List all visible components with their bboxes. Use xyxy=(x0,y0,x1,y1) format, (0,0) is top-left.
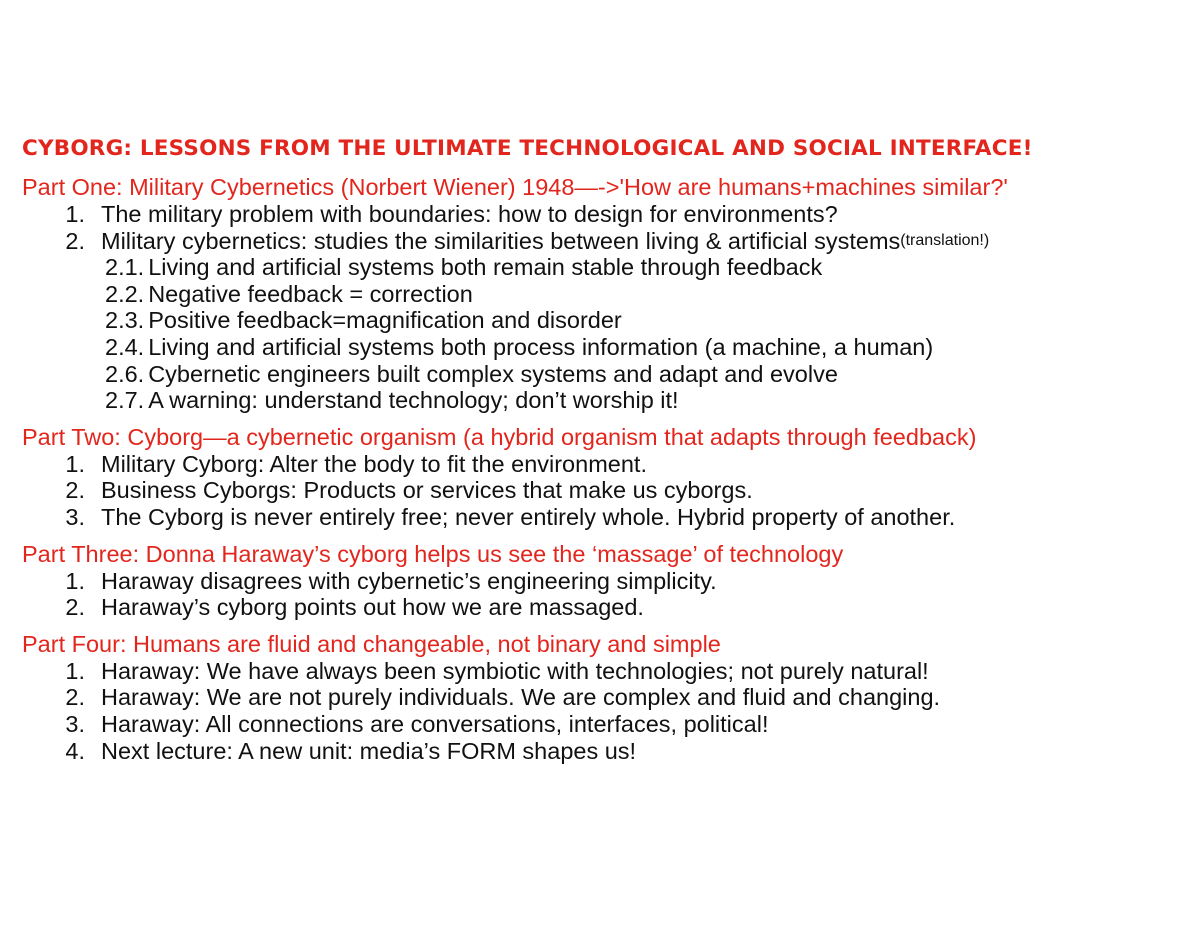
sub-list-item xyxy=(22,281,1192,308)
list-item xyxy=(22,451,1192,478)
sub-list-item xyxy=(22,334,1192,361)
part-section xyxy=(22,173,1192,414)
list-item-number: 3. xyxy=(65,503,85,530)
part-section xyxy=(22,630,1192,764)
part-heading: Part Two: Cyborg—a cybernetic organism (a hybrid organism that adapts through feedback) xyxy=(22,423,977,450)
list-item-number: 1. xyxy=(65,567,85,594)
part-section xyxy=(22,423,1192,531)
sub-list-item xyxy=(22,254,1192,281)
slide-title: CYBORG: LESSONS FROM THE ULTIMATE TECHNOLOGICAL AND SOCIAL INTERFACE! xyxy=(22,136,1033,161)
part-heading: Part One: Military Cybernetics (Norbert Wiener) 1948—->'How are humans+machines similar?' xyxy=(22,174,1008,200)
list-item-text: Positive feedback=magnification and disorder xyxy=(148,307,622,334)
list-item-number: 2.1. xyxy=(105,254,145,281)
list-item xyxy=(22,711,1192,738)
list-item xyxy=(22,477,1192,504)
list-item-text: Haraway’s cyborg points out how we are massaged. xyxy=(101,594,644,621)
slide-content xyxy=(22,136,1192,773)
list-item-number: 2.3. xyxy=(105,307,145,334)
sub-list-item xyxy=(22,387,1192,414)
list-item xyxy=(22,568,1192,595)
list-item xyxy=(22,228,1192,255)
list-item-text: A warning: understand technology; don’t worship it! xyxy=(148,387,679,414)
list-item-number: 2.7. xyxy=(105,387,145,414)
list-item-text: Negative feedback = correction xyxy=(148,280,473,307)
part-heading: Part Three: Donna Haraway’s cyborg helps us see the ‘massage’ of technology xyxy=(22,540,844,567)
list-item-text: Haraway: All connections are conversations, interfaces, political! xyxy=(101,710,769,737)
list-item-number: 2.2. xyxy=(105,280,145,307)
list-item-text: Military cybernetics: studies the similarities between living & artificial systems xyxy=(101,227,901,254)
list-item-number: 1. xyxy=(65,201,85,227)
list-item-number: 3. xyxy=(65,710,85,737)
list-item xyxy=(22,684,1192,711)
list-item-text: Living and artificial systems both remain stable through feedback xyxy=(148,254,823,281)
list-item-text: Military Cyborg: Alter the body to fit the environment. xyxy=(101,450,647,477)
list-item xyxy=(22,201,1192,228)
list-item xyxy=(22,738,1192,765)
list-item-number: 2. xyxy=(65,684,85,711)
list-item-text: Living and artificial systems both process information (a machine, a human) xyxy=(148,333,934,360)
list-item xyxy=(22,658,1192,685)
list-item-number: 4. xyxy=(65,737,85,764)
list-item-number: 2. xyxy=(65,227,85,254)
list-item-text: Haraway disagrees with cybernetic’s engineering simplicity. xyxy=(101,567,717,594)
list-item-text: Haraway: We have always been symbiotic with technologies; not purely natural! xyxy=(101,657,929,684)
list-item-number: 2.6. xyxy=(105,360,145,387)
sub-list-item xyxy=(22,361,1192,388)
list-item-text: Haraway: We are not purely individuals. We are complex and fluid and changing. xyxy=(101,684,941,711)
list-item-note: (translation!) xyxy=(900,231,990,249)
list-item-text: The military problem with boundaries: how to design for environments? xyxy=(101,201,838,227)
list-item-number: 2. xyxy=(65,594,85,621)
list-item xyxy=(22,504,1192,531)
list-item-text: Business Cyborgs: Products or services that make us cyborgs. xyxy=(101,477,753,504)
parts-container xyxy=(22,173,1192,764)
list-item-text: The Cyborg is never entirely free; never entirely whole. Hybrid property of another. xyxy=(101,503,956,530)
list-item xyxy=(22,594,1192,621)
list-item-number: 2. xyxy=(65,477,85,504)
part-heading: Part Four: Humans are fluid and changeable, not binary and simple xyxy=(22,630,721,657)
list-item-number: 1. xyxy=(65,657,85,684)
part-section xyxy=(22,540,1192,621)
list-item-text: Next lecture: A new unit: media’s FORM shapes us! xyxy=(101,737,637,764)
sub-list-item xyxy=(22,307,1192,334)
list-item-number: 2.4. xyxy=(105,333,145,360)
list-item-text: Cybernetic engineers built complex systems and adapt and evolve xyxy=(148,360,838,387)
list-item-number: 1. xyxy=(65,450,85,477)
